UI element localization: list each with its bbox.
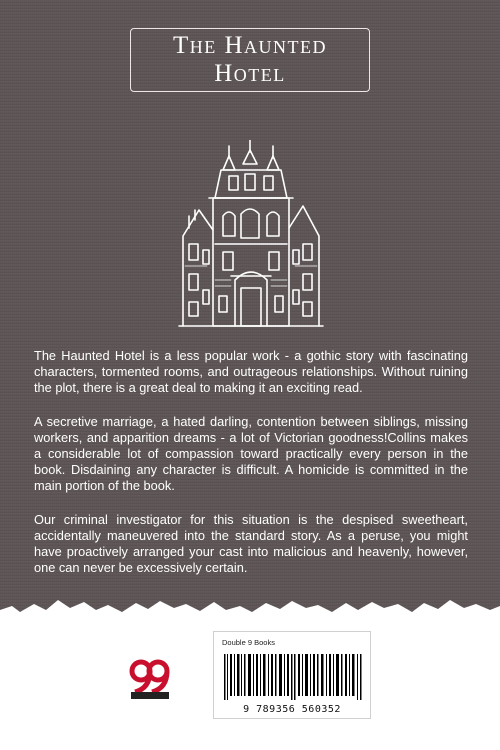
- title-line-1: The Haunted: [172, 32, 328, 59]
- isbn-number: 9 789356 560352: [243, 704, 341, 715]
- torn-paper-edge: [0, 588, 500, 628]
- synopsis-paragraph: Our criminal investigator for this situation is the despised sweetheart, accidentally maneuvered into the standard story. As a peruse, you might have proactively arranged your cast into malicious and heavenly, however, one can never be excessively certain.: [34, 511, 468, 576]
- double-9-logo: [127, 658, 173, 700]
- isbn-box: [213, 631, 371, 719]
- title-line-2: Hotel: [214, 60, 286, 87]
- hotel-illustration: [175, 140, 325, 330]
- synopsis-paragraph: The Haunted Hotel is a less popular work - a gothic story with fascinating characters, tormented rooms, and outrageous relationships. Without ruining the plot, there is a great deal to making it an exciting read.: [34, 348, 468, 396]
- barcode-icon: [224, 654, 362, 700]
- isbn-publisher-label: Double 9 Books: [222, 638, 275, 647]
- title-box: [130, 28, 370, 92]
- synopsis-paragraph: A secretive marriage, a hated darling, contention between siblings, missing workers, and apparition dreams - a lot of Victorian goodness!Collins makes a considerable lot of compassion toward practically every person in the book. Disdaining any character is difficult. A homicide is committed in the main portion of the book.: [34, 413, 468, 494]
- synopsis: [34, 348, 468, 593]
